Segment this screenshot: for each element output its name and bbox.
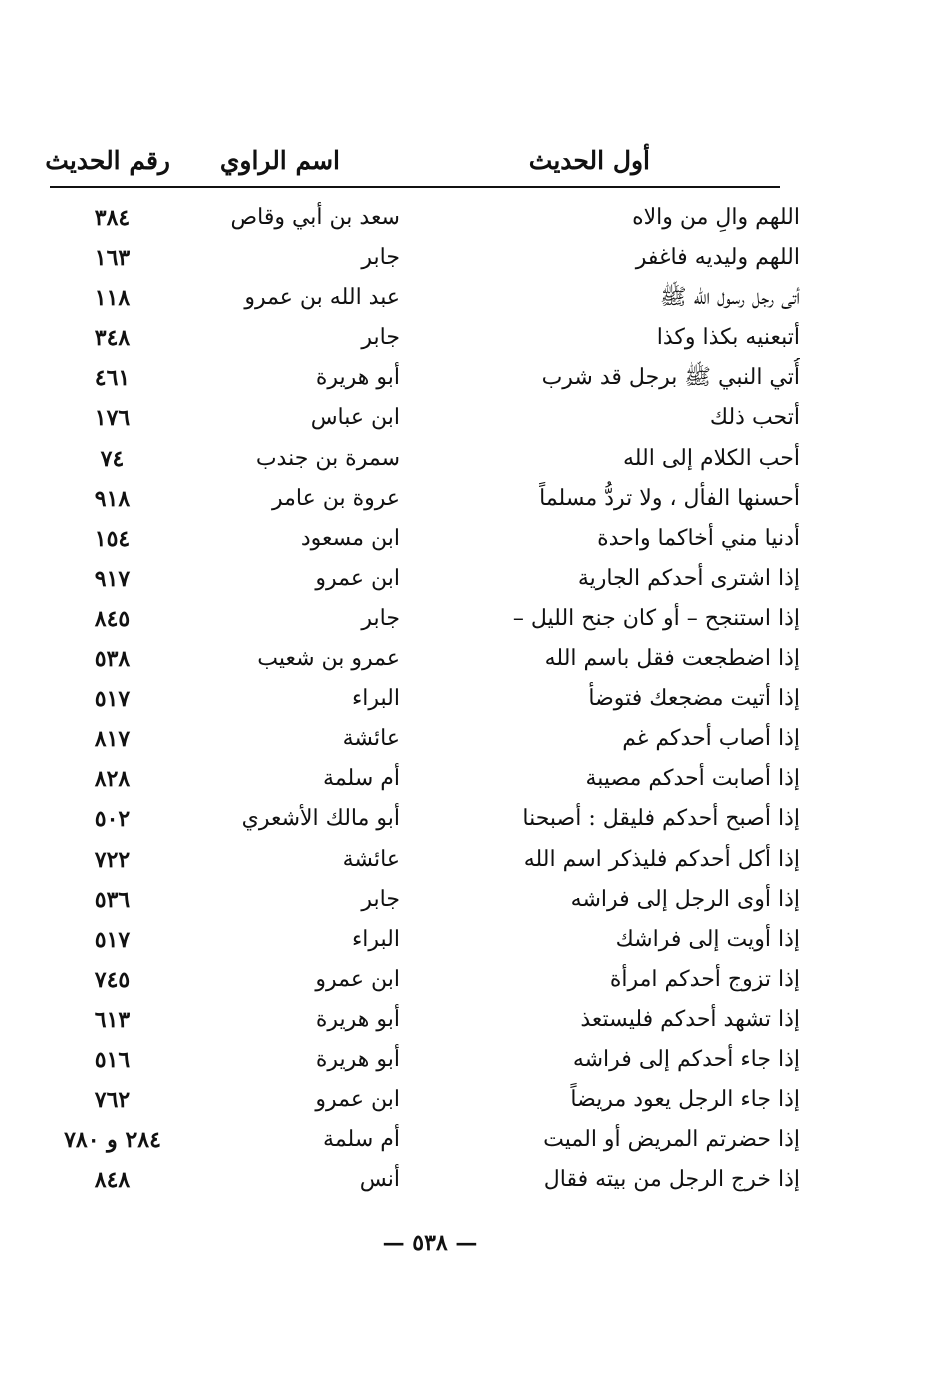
hadith-number: ٧٦٢ (94, 1087, 131, 1114)
table-row (40, 238, 800, 278)
table-row (40, 1000, 800, 1040)
hadith-first-words: أحب الكلام إلى الله (622, 445, 800, 471)
table-row (40, 880, 800, 920)
table-row (40, 519, 800, 559)
hadith-first-words: إذا اضطجعت فقل باسم الله (544, 646, 800, 672)
hadith-number: ١١٨ (94, 285, 131, 312)
hadith-number: ١٥٤ (94, 525, 131, 552)
hadith-first-words: أحسنها الفأل ، ولا تردُّ مسلماً (539, 485, 800, 511)
table-row (40, 398, 800, 438)
hadith-first-words: إذا جاء الرجل يعود مريضاً (570, 1087, 800, 1113)
hadith-number: ٩١٨ (94, 485, 131, 512)
hadith-number: ٨٤٥ (94, 605, 131, 632)
narrator-name: أبو هريرة (315, 1006, 400, 1032)
table-row (40, 920, 800, 960)
narrator-name: ابن مسعود (300, 525, 400, 551)
first-words-column-header: أول الحديث (528, 146, 650, 175)
hadith-first-words: أُتي النبي ﷺ برجل قد شرب (541, 365, 800, 391)
table-row (40, 960, 800, 1000)
narrator-name: جابر (361, 325, 400, 351)
hadith-first-words: أتى رجل رسول الله ﷺ (660, 285, 800, 311)
narrator-name: جابر (361, 245, 400, 271)
narrator-name: ابن عباس (310, 405, 400, 431)
narrator-name: ابن عمرو (315, 966, 400, 992)
hadith-number: ١٧٦ (94, 405, 131, 432)
hadith-number: ٢٨٤ و ٧٨٠ (64, 1127, 161, 1154)
hadith-number: ٧٤ (100, 445, 125, 472)
table-row (40, 1160, 800, 1200)
hadith-number: ٥٠٢ (94, 806, 131, 833)
table-row (40, 1120, 800, 1160)
hadith-first-words: أتبعنيه بكذا وكذا (656, 325, 800, 351)
narrator-name: عائشة (342, 726, 400, 752)
table-row (40, 759, 800, 799)
table-row (40, 1040, 800, 1080)
narrator-name: البراء (351, 686, 400, 712)
hadith-number: ٨٤٨ (94, 1167, 131, 1194)
narrator-name: سعد بن أبي وقاص (230, 205, 400, 230)
hadith-number: ٨١٧ (94, 726, 131, 753)
narrator-name: سمرة بن جندب (255, 445, 400, 471)
hadith-first-words: إذا أتيت مضجعك فتوضأ (588, 686, 800, 712)
hadith-number: ٦١٣ (94, 1006, 131, 1033)
hadith-first-words: أتحب ذلك (709, 405, 800, 431)
hadith-number: ٥١٦ (94, 1046, 131, 1073)
narrator-name: جابر (361, 886, 400, 912)
hadith-number: ٣٤٨ (94, 325, 131, 352)
table-row (40, 719, 800, 759)
table-row (40, 278, 800, 318)
number-column-header: رقم الحديث (45, 146, 170, 175)
narrator-name: أم سلمة (323, 766, 400, 792)
table-row (40, 599, 800, 639)
hadith-number: ٩١٧ (94, 565, 131, 592)
hadith-first-words: أدنيا مني أخاكما واحدة (597, 525, 800, 551)
hadith-first-words: إذا اشترى أحدكم الجارية (577, 565, 800, 591)
hadith-first-words: إذا أصبح أحدكم فليقل : أصبحنا (522, 806, 800, 832)
table-row (40, 639, 800, 679)
table-row (40, 679, 800, 719)
narrator-name: أم سلمة (323, 1127, 400, 1153)
table-row (40, 198, 800, 238)
narrator-name: أنس (359, 1167, 400, 1193)
table-row (40, 559, 800, 599)
table-row (40, 318, 800, 358)
narrator-name: أبو مالك الأشعري (241, 806, 400, 832)
hadith-number: ٣٨٤ (94, 205, 131, 231)
narrator-name: جابر (361, 605, 400, 631)
hadith-number: ٥٣٦ (94, 886, 131, 913)
table-row (40, 799, 800, 839)
hadith-number: ٥١٧ (94, 926, 131, 953)
hadith-index-table (40, 198, 800, 1200)
hadith-first-words: إذا أصاب أحدكم غم (622, 726, 800, 752)
narrator-name: ابن عمرو (315, 1087, 400, 1113)
hadith-first-words: اللهم وليديه فاغفر (635, 245, 800, 271)
narrator-name: عمرو بن شعيب (257, 646, 400, 672)
narrator-name: البراء (351, 926, 400, 952)
hadith-number: ٧٤٥ (94, 966, 131, 993)
narrator-name: عائشة (342, 846, 400, 872)
hadith-first-words: اللهم والِ من والاه (632, 205, 800, 230)
table-row (40, 479, 800, 519)
hadith-number: ٥٣٨ (94, 646, 131, 673)
hadith-first-words: إذا حضرتم المريض أو الميت (543, 1127, 800, 1153)
table-header (45, 140, 780, 188)
narrator-name: عبد الله بن عمرو (244, 285, 400, 311)
hadith-first-words: إذا أكل أحدكم فليذكر اسم الله (523, 846, 800, 872)
hadith-first-words: إذا أويت إلى فراشك (615, 926, 800, 952)
hadith-number: ٧٢٢ (94, 846, 131, 873)
table-row (40, 1080, 800, 1120)
narrator-name: أبو هريرة (315, 1046, 400, 1072)
table-row (40, 439, 800, 479)
narrator-column-header: اسم الراوي (219, 146, 340, 175)
hadith-number: ٨٢٨ (94, 766, 131, 793)
page-number: — ٥٣٨ — (382, 1230, 478, 1256)
narrator-name: أبو هريرة (315, 365, 400, 391)
hadith-first-words: إذا تزوج أحدكم امرأة (609, 966, 800, 992)
narrator-name: ابن عمرو (315, 565, 400, 591)
hadith-first-words: إذا استنجح – أو كان جنح الليل – (512, 605, 800, 631)
hadith-first-words: إذا خرج الرجل من بيته فقال (543, 1167, 800, 1193)
hadith-number: ٤٦١ (94, 365, 131, 392)
hadith-number: ١٦٣ (94, 245, 131, 272)
hadith-first-words: إذا أصابت أحدكم مصيبة (585, 766, 800, 792)
hadith-first-words: إذا جاء أحدكم إلى فراشه (572, 1046, 800, 1072)
narrator-name: عروة بن عامر (271, 485, 400, 511)
hadith-first-words: إذا أوى الرجل إلى فراشه (570, 886, 800, 912)
hadith-first-words: إذا تشهد أحدكم فليستعذ (580, 1006, 800, 1032)
table-row (40, 840, 800, 880)
table-row (40, 358, 800, 398)
hadith-number: ٥١٧ (94, 686, 131, 713)
